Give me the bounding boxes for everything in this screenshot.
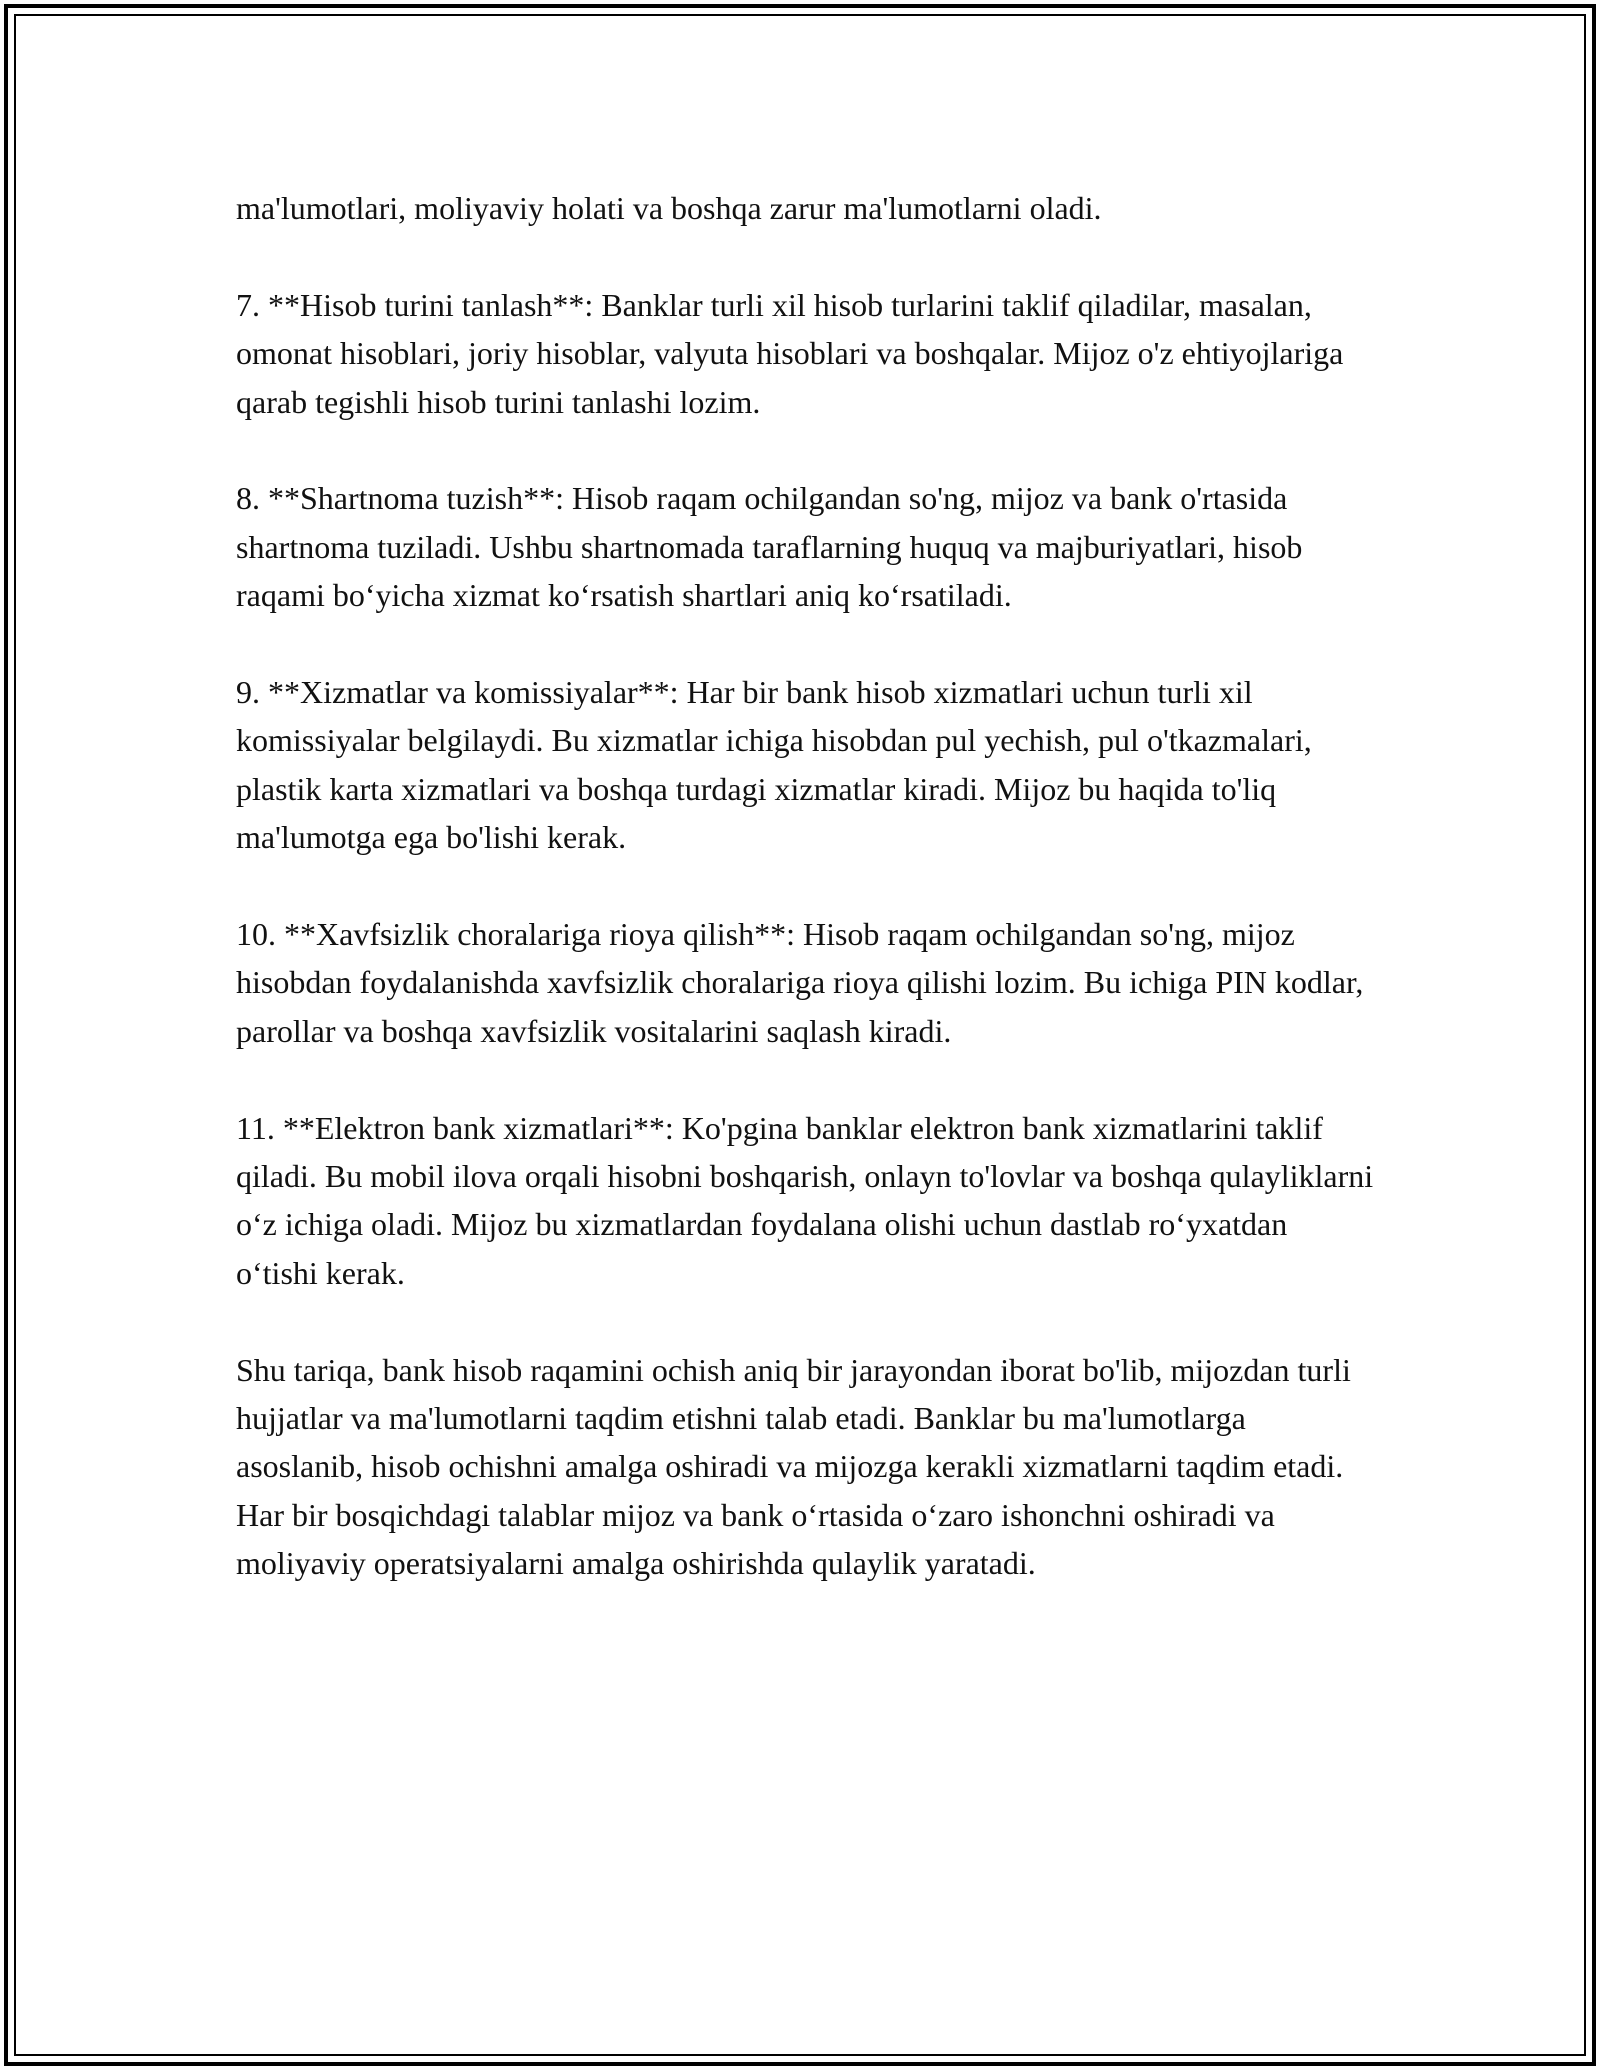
paragraph-item-10: 10. **Xavfsizlik choralariga rioya qilish**: Hisob raqam ochilgandan so'ng, mijoz hisobdan foydalanishda xavfsizlik choralariga rioya qilishi lozim. Bu ichiga PIN kodlar, parollar va boshqa xavfsizlik vositalarini saqlash kiradi.	[236, 916, 1364, 1049]
paragraph-item-8: 8. **Shartnoma tuzish**: Hisob raqam ochilgandan so'ng, mijoz va bank o'rtasida shartnoma tuziladi. Ushbu shartnomada taraflarning huquq va majburiyatlari, hisob raqami bo‘yicha xizmat ko‘rsatish shartlari aniq ko‘rsatiladi.	[236, 480, 1303, 614]
paragraph-continuation: ma'lumotlari, moliyaviy holati va boshqa zarur ma'lumotlarni oladi.	[236, 190, 1102, 226]
paragraph-item-11: 11. **Elektron bank xizmatlari**: Ko'pgina banklar elektron bank xizmatlarini taklif qiladi. Bu mobil ilova orqali hisobni boshqarish, onlayn to'lovlar va boshqa qulayliklarni o‘z ichiga oladi. Mijoz bu xizmatlardan foydalana olishi uchun dastlab ro‘yxatdan o‘tishi kerak.	[236, 1109, 1374, 1291]
paragraph-item-7: 7. **Hisob turini tanlash**: Banklar turli xil hisob turlarini taklif qiladilar, masalan, omonat hisoblari, joriy hisoblar, valyuta hisoblari va boshqalar. Mijoz o'z ehtiyojlariga qarab tegishli hisob turini tanlashi lozim.	[236, 286, 1344, 420]
paragraph-conclusion: Shu tariqa, bank hisob raqamini ochish aniq bir jarayondan iborat bo'lib, mijozdan turli hujjatlar va ma'lumotlarni taqdim etishni talab etadi. Banklar bu ma'lumotlarga asoslanib, hisob ochishni amalga oshiradi va mijozga kerakli xizmatlarni taqdim etadi. Har bir bosqichdagi talablar mijoz va bank o‘rtasida o‘zaro ishonchni oshiradi va moliyaviy operatsiyalarni amalga oshirishda qulaylik yaratadi.	[236, 1351, 1351, 1582]
paragraph-item-9: 9. **Xizmatlar va komissiyalar**: Har bir bank hisob xizmatlari uchun turli xil komissiyalar belgilaydi. Bu xizmatlar ichiga hisobdan pul yechish, pul o'tkazmalari, plastik karta xizmatlari va boshqa turdagi xizmatlar kiradi. Mijoz bu haqida to'liq ma'lumotga ega bo'lishi kerak.	[236, 674, 1312, 856]
document-body	[236, 184, 1376, 1636]
